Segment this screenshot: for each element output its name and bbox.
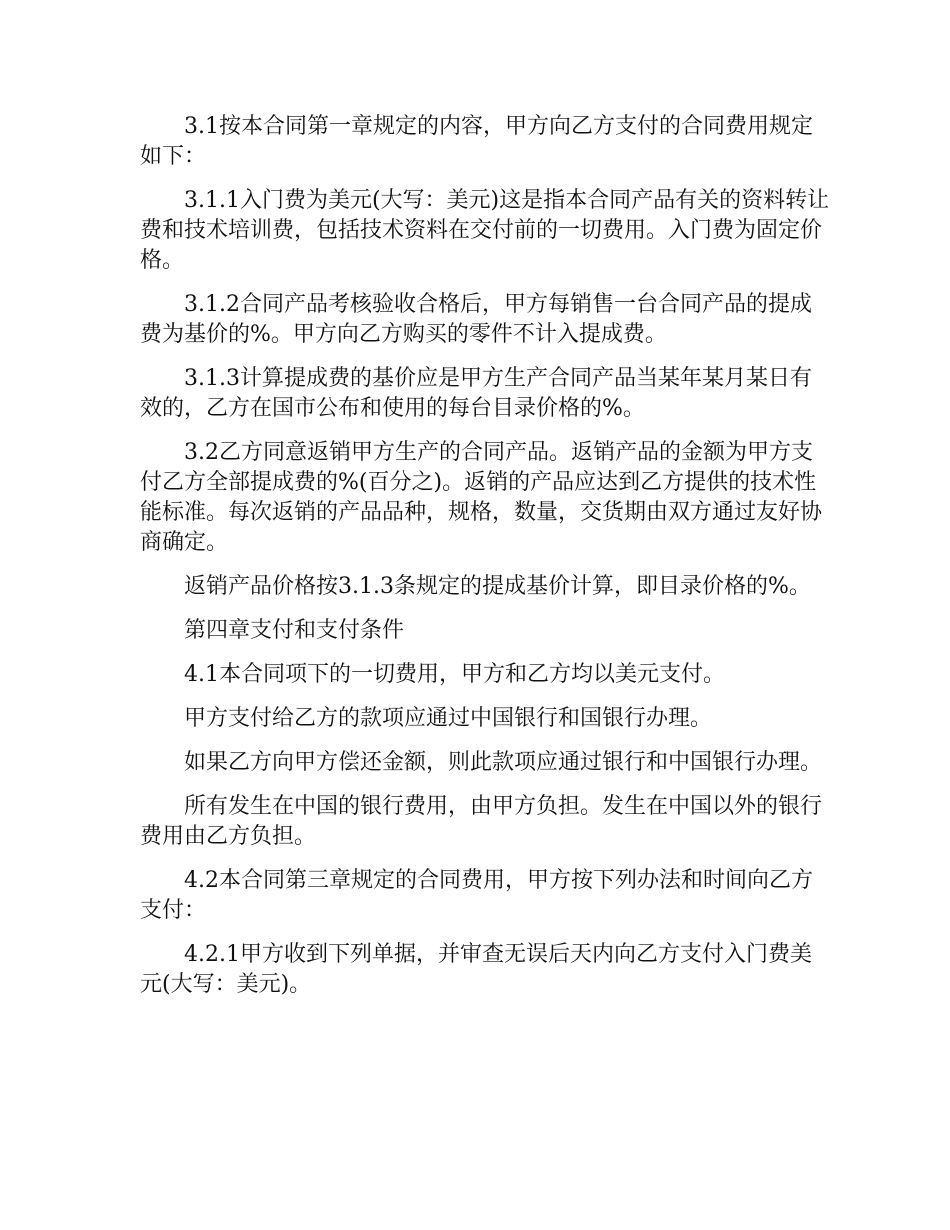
paragraph-3-1-1: 3.1.1入门费为美元(大写：美元)这是指本合同产品有关的资料转让费和技术培训费，包括技术资料在交付前的一切费用。入门费为固定价格。 (140, 188, 830, 273)
paragraph-3-1-2: 3.1.2合同产品考核验收合格后，甲方每销售一台合同产品的提成费为基价的%。甲方向乙方购买的零件不计入提成费。 (140, 292, 812, 347)
paragraph-party-b-repayment: 如果乙方向甲方偿还金额，则此款项应通过银行和中国银行办理。 (184, 750, 823, 775)
paragraph-bank-fees: 所有发生在中国的银行费用，由甲方负担。发生在中国以外的银行费用由乙方负担。 (140, 794, 823, 849)
chapter-4-heading: 第四章支付和支付条件 (184, 618, 405, 643)
document-page (140, 112, 830, 1014)
paragraph-3-1-3: 3.1.3计算提成费的基价应是甲方生产合同产品当某年某月某日有效的，乙方在国市公布和使用的每台目录价格的%。 (140, 366, 812, 421)
paragraph-3-2: 3.2乙方同意返销甲方生产的合同产品。返销产品的金额为甲方支付乙方全部提成费的%(百分之)。返销的产品应达到乙方提供的技术性能标准。每次返销的产品品种，规格，数量，交货期由双方通过友好协商确定。 (140, 440, 823, 555)
paragraph-resale-price: 返销产品价格按3.1.3条规定的提成基价计算，即目录价格的%。 (184, 574, 811, 599)
paragraph-3-1: 3.1按本合同第一章规定的内容，甲方向乙方支付的合同费用规定如下： (140, 114, 813, 169)
paragraph-party-a-bank: 甲方支付给乙方的款项应通过中国银行和国银行办理。 (184, 706, 713, 731)
paragraph-4-1: 4.1本合同项下的一切费用，甲方和乙方均以美元支付。 (184, 662, 725, 687)
paragraph-4-2-1: 4.2.1甲方收到下列单据，并审查无误后天内向乙方支付入门费美元(大写：美元)。 (140, 942, 812, 997)
paragraph-4-2: 4.2本合同第三章规定的合同费用，甲方按下列办法和时间向乙方支付： (140, 868, 813, 923)
